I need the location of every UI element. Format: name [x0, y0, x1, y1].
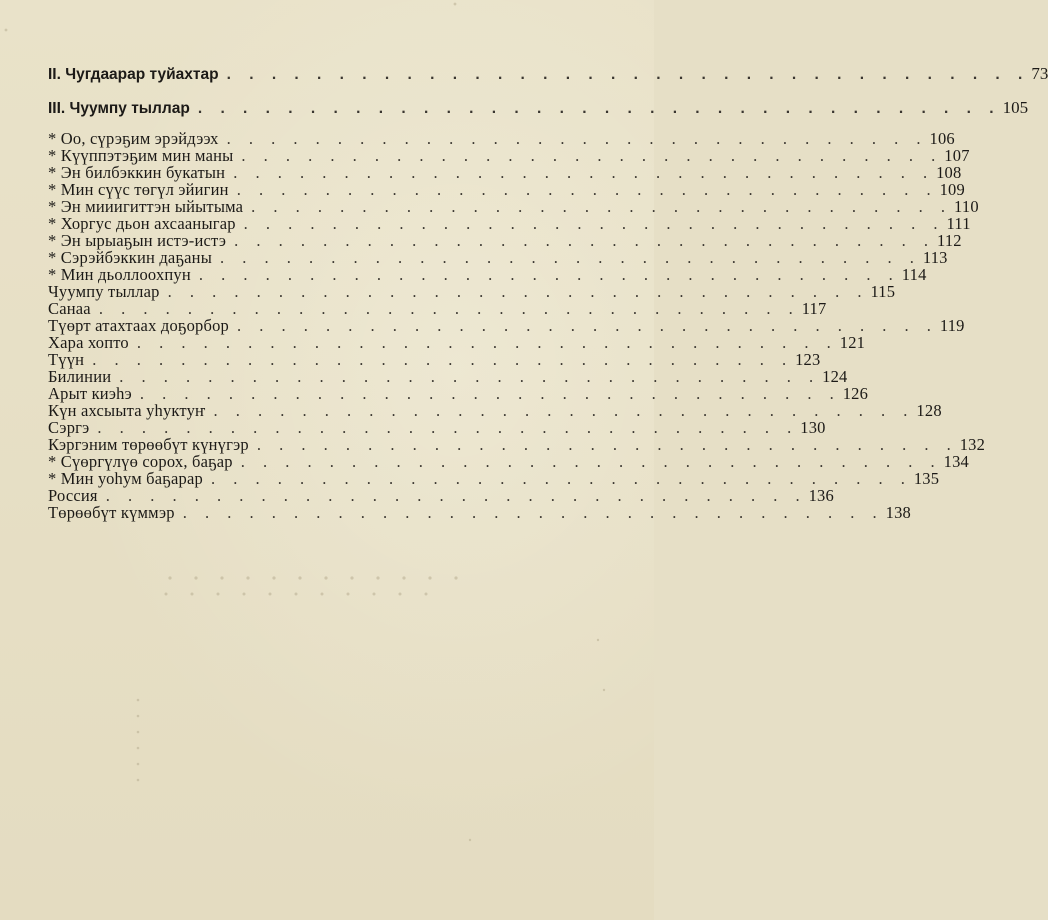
toc-item-page: 119 [939, 316, 965, 335]
dot-leader: . . . . . . . . . . . . . . . . . . . . . . . . . . . . . . . . [139, 384, 841, 403]
dot-leader: . . . . . . . . . . . . . . . . . . . . . . . . . . . . . . . . [237, 316, 938, 335]
toc-item-page: 126 [842, 384, 869, 403]
toc-item [48, 367, 848, 386]
toc-item-page: 107 [944, 146, 970, 165]
toc-item-title: Чуумпу тыллар [48, 282, 160, 301]
toc-item-page: 112 [937, 231, 962, 250]
dot-leader: . . . . . . . . . . . . . . . . . . . . . . . . . . . . . . . . [234, 231, 935, 250]
toc-item-title: Түөрт атахтаах доҕорбор [48, 316, 229, 335]
toc-item-page: 109 [939, 180, 965, 199]
toc-item-title: Санаа [48, 299, 91, 318]
toc-item [48, 197, 979, 216]
toc-item [48, 299, 827, 318]
toc-item-page: 136 [808, 486, 834, 505]
toc-item-page: 108 [936, 163, 962, 182]
dot-leader: . . . . . . . . . . . . . . . . . . . . . . . . . . . . . . . . [240, 452, 942, 471]
toc-item-page: 124 [822, 367, 848, 386]
toc-item [48, 333, 866, 352]
dot-leader: . . . . . . . . . . . . . . . . . . . . . . . . . . . . . . . . [251, 197, 953, 216]
toc-section-title: III. Чуумпу тыллар [48, 100, 190, 117]
toc-item [48, 282, 896, 301]
toc-item-title: Түүн [48, 350, 85, 369]
toc-section-page: 105 [1002, 98, 1029, 117]
toc-item-title: Кэргэним төрөөбүт күнүгэр [48, 435, 249, 454]
toc-item [48, 486, 834, 505]
dot-leader: . . . . . . . . . . . . . . . . . . . . . . . . . . . . . . . . . . . . [197, 100, 1001, 117]
toc-item [48, 248, 948, 267]
toc-item-title: Сэргэ [48, 418, 90, 437]
toc-item [48, 503, 911, 522]
toc-item-page: 117 [801, 299, 827, 318]
toc-item-title: * Эн мииигиттэн ыйытыма [48, 197, 244, 216]
dot-leader: . . . . . . . . . . . . . . . . . . . . . . . . . . . . . . . . [241, 146, 943, 165]
dot-leader: . . . . . . . . . . . . . . . . . . . . . . . . . . . . . . . . [213, 401, 915, 420]
toc-item-page: 110 [954, 197, 979, 216]
toc-item [48, 316, 965, 335]
toc-item [48, 401, 942, 420]
toc-item-title: * Мин уоһум баҕарар [48, 469, 203, 488]
toc-item [48, 146, 970, 165]
toc-item-page: 113 [922, 248, 948, 267]
dot-leader: . . . . . . . . . . . . . . . . . . . . . . . . . . . . . . . . [210, 469, 912, 488]
dot-leader: . . . . . . . . . . . . . . . . . . . . . . . . . . . . . . . . [119, 367, 821, 386]
toc-item-page: 134 [943, 452, 969, 471]
toc-item-title: Россия [48, 486, 98, 505]
toc-item-page: 111 [946, 214, 971, 233]
toc-item-page: 135 [913, 469, 940, 488]
toc-item-title: * Эн билбэккин букатын [48, 163, 226, 182]
dot-leader: . . . . . . . . . . . . . . . . . . . . . . . . . . . . . . . . [226, 129, 928, 148]
toc-item [48, 214, 971, 233]
toc-item [48, 350, 821, 369]
toc-item-page: 115 [870, 282, 896, 301]
toc-section-2 [48, 64, 1048, 84]
toc-item-title: * Эн ырыаҕын истэ-истэ [48, 231, 227, 250]
toc-item-page: 130 [800, 418, 826, 437]
toc-item [48, 265, 927, 284]
toc-item-title: Күн ахсыыта уһуктуҥ [48, 401, 206, 420]
dot-leader: . . . . . . . . . . . . . . . . . . . . . . . . . . . . . . . . [220, 248, 921, 267]
toc-item-page: 114 [901, 265, 927, 284]
toc-section-title: II. Чугдаарар туйахтар [48, 66, 219, 83]
dot-leader: . . . . . . . . . . . . . . . . . . . . . . . . . . . . . . . . [243, 214, 945, 233]
dot-leader: . . . . . . . . . . . . . . . . . . . . . . . . . . . . . . . . [233, 163, 935, 182]
toc-item-page: 132 [959, 435, 986, 454]
dot-leader: . . . . . . . . . . . . . . . . . . . . . . . . . . . . . . . . [236, 180, 938, 199]
toc-section-page: 73 [1031, 64, 1048, 83]
toc-item-title: Хара хопто [48, 333, 129, 352]
table-of-contents [48, 64, 1048, 522]
toc-item [48, 435, 986, 454]
toc-item [48, 452, 969, 471]
toc-item-list [48, 129, 986, 522]
toc-item-title: * Күүппэтэҕим мин маны [48, 146, 234, 165]
dot-leader: . . . . . . . . . . . . . . . . . . . . . . . . . . . . . . . . [98, 299, 800, 318]
toc-item-title: Төрөөбүт күммэр [48, 503, 175, 522]
toc-item-title: * Оо, сүрэҕим эрэйдээх [48, 129, 219, 148]
dot-leader: . . . . . . . . . . . . . . . . . . . . . . . . . . . . . . . . [92, 350, 794, 369]
toc-item-page: 121 [839, 333, 866, 352]
toc-item [48, 180, 965, 199]
toc-item-title: Арыт киэһэ [48, 384, 132, 403]
dot-leader: . . . . . . . . . . . . . . . . . . . . . . . . . . . . . . . . [167, 282, 869, 301]
dot-leader: . . . . . . . . . . . . . . . . . . . . . . . . . . . . . . . . [97, 418, 799, 437]
toc-item [48, 129, 955, 148]
toc-item [48, 231, 962, 250]
dot-leader: . . . . . . . . . . . . . . . . . . . . . . . . . . . . . . . . [105, 486, 807, 505]
dot-leader: . . . . . . . . . . . . . . . . . . . . . . . . . . . . . . . . [182, 503, 884, 522]
dot-leader: . . . . . . . . . . . . . . . . . . . . . . . . . . . . . . . . . . . . [226, 66, 1030, 83]
toc-item [48, 469, 940, 488]
toc-item-title: * Сэрэйбэккин даҕаны [48, 248, 212, 267]
toc-item [48, 384, 869, 403]
toc-item-title: Билинии [48, 367, 112, 386]
toc-item-title: * Хоргус дьон ахсааныгар [48, 214, 236, 233]
toc-item-page: 106 [929, 129, 955, 148]
toc-item-page: 128 [916, 401, 942, 420]
toc-item [48, 163, 962, 182]
toc-item-page: 123 [795, 350, 821, 369]
toc-item-title: * Мин сүүс төгүл эйигин [48, 180, 229, 199]
dot-leader: . . . . . . . . . . . . . . . . . . . . . . . . . . . . . . . . [136, 333, 838, 352]
dot-leader: . . . . . . . . . . . . . . . . . . . . . . . . . . . . . . . . [256, 435, 958, 454]
toc-item [48, 418, 826, 437]
toc-section-3 [48, 98, 1029, 118]
toc-item-page: 138 [885, 503, 911, 522]
dot-leader: . . . . . . . . . . . . . . . . . . . . . . . . . . . . . . . . [198, 265, 900, 284]
toc-item-title: * Сүөргүлүө сорох, баҕар [48, 452, 233, 471]
toc-item-title: * Мин дьоллоохпун [48, 265, 191, 284]
